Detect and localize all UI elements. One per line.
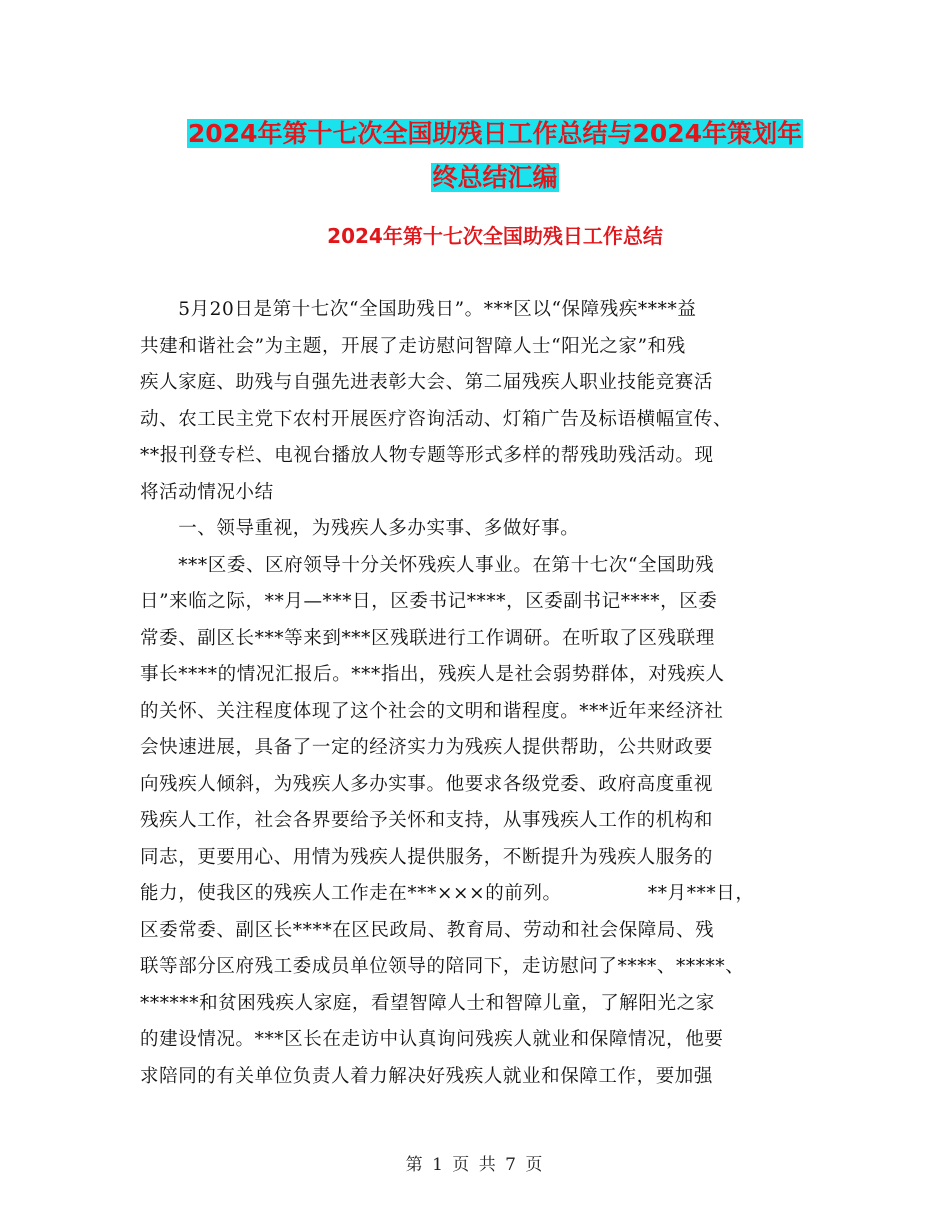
body-line: 同志，更要用心、用情为残疾人提供服务，不断提升为残疾人服务的 bbox=[140, 846, 714, 868]
body-line: 能力，使我区的残疾人工作走在***×××的前列。 **月***日， bbox=[140, 883, 755, 904]
body-line: 联等部分区府残工委成员单位领导的陪同下，走访慰问了****、*****、 bbox=[140, 956, 745, 977]
body-line: 区委常委、副区长****在区民政局、教育局、劳动和社会保障局、残 bbox=[140, 919, 715, 941]
body-line: 将活动情况小结 bbox=[140, 481, 274, 503]
body-line: 一、领导重视，为残疾人多办实事、多做好事。 bbox=[140, 518, 580, 539]
body-line: 会快速进展，具备了一定的经济实力为残疾人提供帮助，公共财政要 bbox=[140, 737, 714, 758]
body-line: 的建设情况。***区长在走访中认真询问残疾人就业和保障情况，他要 bbox=[140, 1029, 724, 1050]
body-line: 求陪同的有关单位负责人着力解决好残疾人就业和保障工作，要加强 bbox=[140, 1065, 714, 1087]
body-line: 事长****的情况汇报后。***指出，残疾人是社会弱势群体，对残疾人 bbox=[140, 664, 725, 685]
body-line: 向残疾人倾斜，为残疾人多办实事。他要求各级党委、政府高度重视 bbox=[140, 773, 714, 795]
body-line: 常委、副区长***等来到***区残联进行工作调研。在听取了区残联理 bbox=[140, 627, 715, 649]
section-title: 2024年第十七次全国助残日工作总结 bbox=[327, 224, 663, 248]
body-line: ***区委、区府领导十分关怀残疾人事业。在第十七次“全国助残 bbox=[140, 554, 715, 576]
body-text bbox=[140, 292, 820, 1095]
body-line: 动、农工民主党下农村开展医疗咨询活动、灯箱广告及标语横幅宣传、 bbox=[140, 408, 733, 430]
body-line: 疾人家庭、助残与自强先进表彰大会、第二届残疾人职业技能竞赛活 bbox=[140, 372, 714, 393]
document-title-line-2: 终总结汇编 bbox=[432, 163, 558, 192]
body-line: 共建和谐社会”为主题，开展了走访慰问智障人士“阳光之家”和残 bbox=[140, 335, 686, 357]
document-title-line-1: 2024年第十七次全国助残日工作总结与2024年策划年 bbox=[187, 119, 803, 148]
body-line: 5月20日是第十七次“全国助残日”。***区以“保障残疾****益 bbox=[140, 299, 697, 320]
body-line: 残疾人工作，社会各界要给予关怀和支持，从事残疾人工作的机构和 bbox=[140, 810, 714, 831]
document-title bbox=[140, 112, 850, 200]
body-line: 日”来临之际，**月—***日，区委书记****，区委副书记****，区委 bbox=[140, 591, 718, 612]
body-line: **报刊登专栏、电视台播放人物专题等形式多样的帮残助残活动。现 bbox=[140, 445, 714, 466]
body-line: 的关怀、关注程度体现了这个社会的文明和谐程度。***近年来经济社 bbox=[140, 700, 724, 722]
body-line: ******和贫困残疾人家庭，看望智障人士和智障儿童，了解阳光之家 bbox=[140, 992, 715, 1014]
page-footer: 第 1 页 共 7 页 bbox=[405, 1155, 545, 1175]
